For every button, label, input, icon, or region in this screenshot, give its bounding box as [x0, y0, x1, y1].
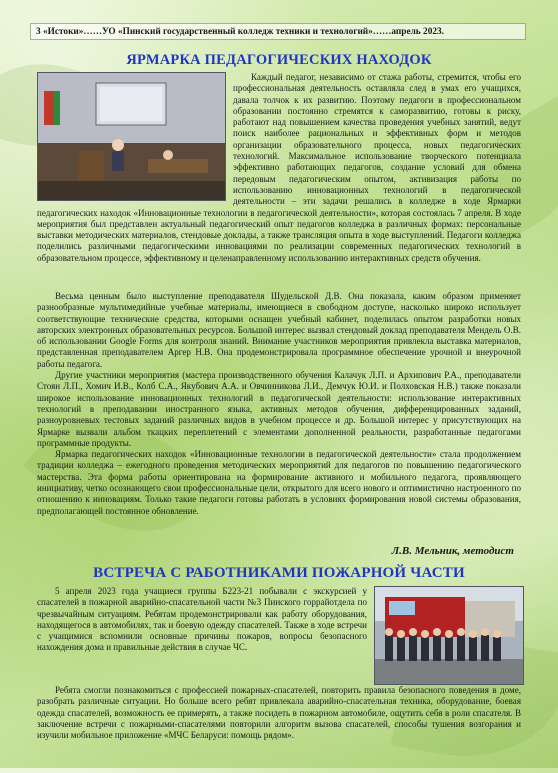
- firefighters-group-photo: [374, 586, 524, 685]
- article-title: ЯРМАРКА ПЕДАГОГИЧЕСКИХ НАХОДОК: [126, 52, 432, 68]
- article1-body: [37, 291, 521, 517]
- article2-paragraph: 5 апреля 2023 года учащиеся группы Б223-21 побывали с экскурсией у спасателей в пожарной аварийно-спасательной части №3 Пинского горрайотдела по чрезвычайным ситуациям. Ребятам продемонстрировали как работу оборудования, находящегося в автомобилях, так и боевую одежду спасателей. Также в ходе встречи с учащимися вспомнили основные причины пожаров, вопросы безопасного нахождения дома и правильные действия в случае ЧС.: [37, 586, 367, 653]
- page-header: 3 «Истоки»……УО «Пинский государственный колледж техники и технологий»……апрель 2023.: [30, 23, 526, 40]
- article1-paragraph: Каждый педагог, независимо от стажа работы, стремится, чтобы его профессиональная деятельность оставляла след в умах его учащихся, давала толчок к их развитию. Поэтому педагоги в профессиональном образовании постоянно стремятся к саморазвитию, готовы к риску, работают над повышением качества проведения учебных занятий, ведут поиск наиболее рациональных и эффективных форм и методов организации образовательного процесса, новых педагогических технологий. Максимальное использование творческого потенциала эффективно работающих педагогов, создание условий для обмена передовым педагогическим опытом, активизация работы по использованию инновационных технологий в педагогической деятельности – эти задачи решались в колледже в ходе Ярмарки педагогических находок «Инновационные технологии в педагогической деятельности», которая состоялась 7 апреля. В ходе мероприятия был представлен актуальный педагогический опыт педагогов колледжа в различных формах: персональные выставки методических материалов, стендовые доклады, а также трансляция опыта в ходе выступлений. Педагоги колледжа поделились различными педагогическими инновациями по реализации современных педагогических технологий в образовательном процессе, эффективному и целенаправленному использованию интерактивных средств обучения.: [37, 72, 521, 263]
- article2-body: [37, 685, 521, 741]
- article1-paragraph: Ярмарка педагогических находок «Инновационные технологии в педагогической деятельности» стала продолжением традиции колледжа – ежегодного проведения методических мероприятий для педагогов по повышению педагогического мастерства. Эта форма работы ориентирована на формирование активного и мобильного педагога, проявляющего инициативу, четко осознающего свои профессиональные цели, открытого для всего нового и оптимистично настроенного по отношению к инновациям. Только такие педагоги готовы работать в условиях формирования новой системы образования, предполагающей постоянное обновление.: [37, 449, 521, 516]
- article1-signature: Л.В. Мельник, методист: [391, 545, 514, 557]
- article1-paragraph: Другие участники мероприятия (мастера производственного обучения Калачук Л.П. и Архипович Р.А., преподаватели Стоян Л.П., Хомич И.В., Колб С.А., Якубович А.А. и Овчинникова Л.И., Демчук Ю.И. и Полховская Н.В.) также показали широкое использование инновационных технологий в педагогической деятельности: использование интерактивных технологий в преподавании иностранного языка, активных методов обучения, дифференцированных заданий, разноуровневых тестовых заданий различных видов в учебном процессе и др. Большой интерес у присутствующих на Ярмарке вызвали альбом ткацких переплетений с элементами дополненной реальности, разработанные педагогами программные продукты.: [37, 370, 521, 448]
- article-title: ВСТРЕЧА С РАБОТНИКАМИ ПОЖАРНОЙ ЧАСТИ: [93, 565, 465, 581]
- article1-intro-wrap: [37, 72, 521, 264]
- article2-intro: [37, 586, 367, 654]
- fire-station-illustration: [375, 587, 523, 684]
- article1-paragraph: Весьма ценным было выступление преподавателя Шудельской Д.В. Она показала, каким образом применяет разнообразные мультимедийные учебные материалы, имеющиеся в свободном доступе, насколько широко использует соответствующие технические средства, которыми оснащен учебный кабинет, поделилась опытом разработки новых авторских электронных образовательных ресурсов. Большой интерес вызвал стендовый доклад преподавателя Мендель О.В. об использовании Google Forms для контроля знаний. Вниманиe участников мероприятия привлекла выставка материалов, представленная преподавателем Аргер Н.В. Она продемонстрировала программное обеспечение урочной и внеурочной работы педагога.: [37, 291, 521, 369]
- article2-paragraph: Ребята смогли познакомиться с профессией пожарных-спасателей, повторить правила безопасного поведения в доме, разобрать различные ситуации. Но больше всего ребят привлекала аварийно-спасательная техника, оборудование, боевая одежда спасателей, возможность ее примерять, а также посидеть в пожарном автомобиле, ощутить себя в роли спасателя. В заключение встречи с пожарными-спасателями повторили алгоритм вызова спасателей, способы тушения возгорания и изучили мобильное приложение «МЧС Беларуси: помощь рядом».: [37, 685, 521, 741]
